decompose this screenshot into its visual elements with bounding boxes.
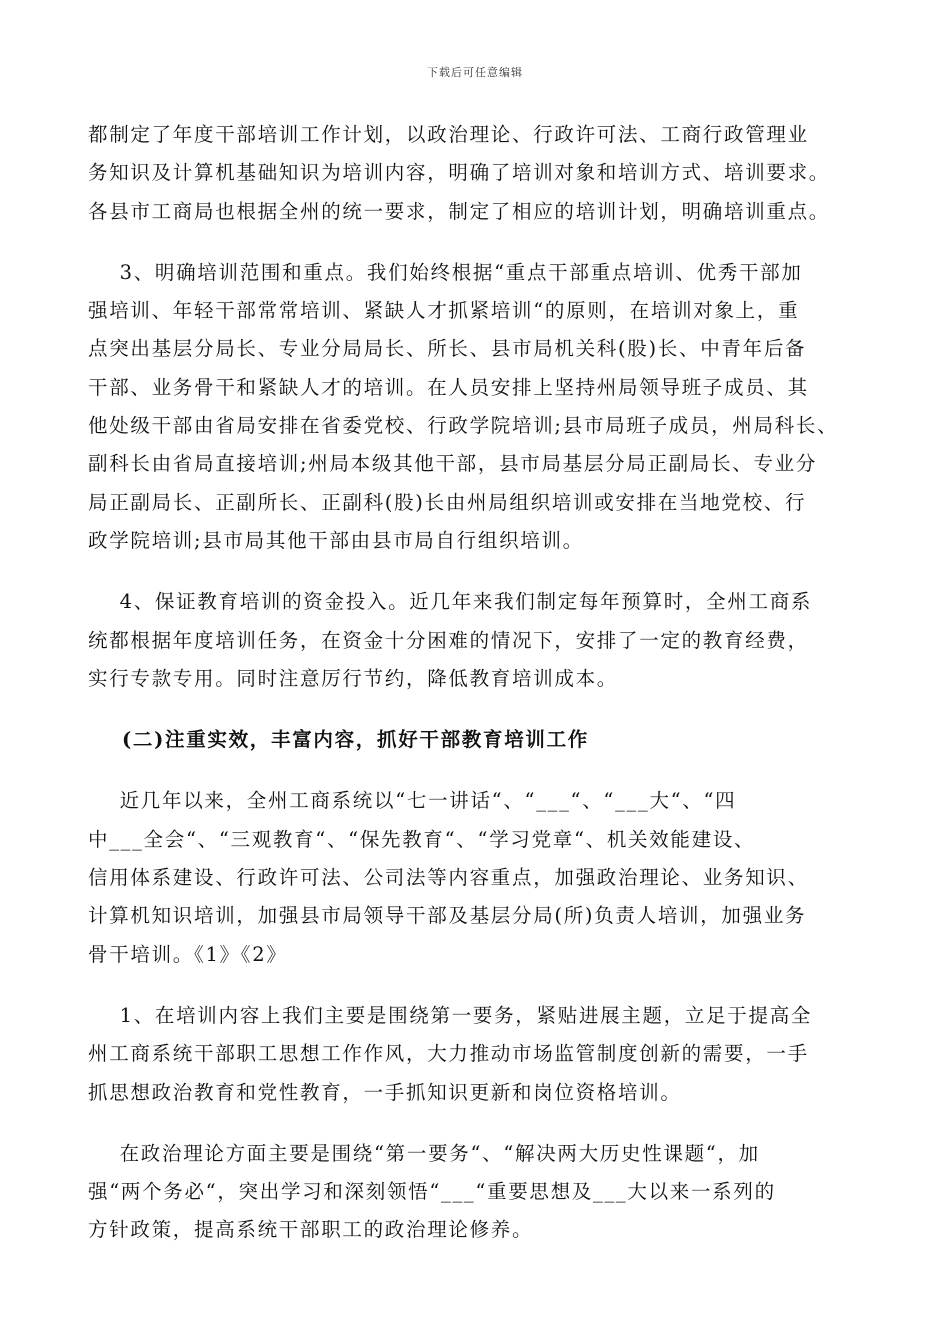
section-heading	[88, 721, 878, 759]
text-line: 干部、业务骨干和紧缺人才的培训。在人员安排上坚持州局领导班子成员、其	[88, 375, 809, 399]
text-line: 局正副局长、正副所长、正副科(股)长由州局组织培训或安排在当地党校、行	[88, 490, 807, 514]
text-line: 计算机知识培训，加强县市局领导干部及基层分局(所)负责人培训，加强业务	[88, 904, 807, 928]
text-line: 都制定了年度干部培训工作计划，以政治理论、行政许可法、工商行政管理业	[88, 123, 809, 146]
page-header: 下载后可任意编辑	[427, 66, 523, 79]
text-line: 点突出基层分局长、专业分局局长、所长、县市局机关科(股)长、中青年后备	[88, 337, 807, 361]
paragraph	[88, 254, 878, 560]
text-line: 1、在培训内容上我们主要是围绕第一要务，紧贴进展主题，立足于提高全	[88, 1003, 813, 1027]
paragraph	[88, 997, 878, 1112]
paragraph	[88, 583, 878, 698]
text-line: 他处级干部由省局安排在省委党校、行政学院培训;县市局班子成员，州局科长、	[88, 414, 839, 438]
text-line: 3、明确培训范围和重点。我们始终根据“重点干部重点培训、优秀干部加	[88, 260, 803, 284]
heading-line: (二)注重实效，丰富内容，抓好干部教育培训工作	[88, 728, 590, 752]
text-line: 各县市工商局也根据全州的统一要求，制定了相应的培训计划，明确培训重点。	[88, 199, 831, 223]
text-line: 方针政策，提高系统干部职工的政治理论修养。	[88, 1218, 534, 1242]
text-line: 副科长由省局直接培训;州局本级其他干部，县市局基层分局正副局长、专业分	[88, 452, 818, 476]
text-line: 州工商系统干部职工思想工作作风，大力推动市场监管制度创新的需要，一手	[88, 1042, 809, 1066]
text-line: 信用体系建设、行政许可法、公司法等内容重点，加强政治理论、业务知识、	[88, 866, 809, 890]
paragraph	[88, 1135, 878, 1250]
paragraph	[88, 782, 878, 973]
text-line: 4、保证教育培训的资金投入。近几年来我们制定每年预算时，全州工商系	[88, 590, 813, 614]
text-line: 在政治理论方面主要是围绕“第一要务“、“解决两大历史性课题“，加	[88, 1141, 760, 1165]
text-line: 近几年以来，全州工商系统以“七一讲话“、“___“、“___大“、“四	[88, 789, 737, 813]
document-body	[88, 116, 878, 1250]
text-line: 强“两个务必“，突出学习和深刻领悟“___“重要思想及___大以来一系列的	[88, 1180, 776, 1204]
text-line: 实行专款专用。同时注意厉行节约，降低教育培训成本。	[88, 666, 619, 690]
text-line: 政学院培训;县市局其他干部由县市局自行组织培训。	[88, 528, 584, 552]
text-line: 抓思想政治教育和党性教育，一手抓知识更新和岗位资格培训。	[88, 1080, 682, 1104]
paragraph	[88, 116, 878, 231]
text-line: 强培训、年轻干部常常培训、紧缺人才抓紧培训“的原则，在培训对象上，重	[88, 299, 800, 323]
text-line: 统都根据年度培训任务，在资金十分困难的情况下，安排了一定的教育经费，	[88, 628, 809, 652]
text-line: 务知识及计算机基础知识为培训内容，明确了培训对象和培训方式、培训要求。	[88, 161, 831, 185]
text-line: 中___全会“、“三观教育“、“保先教育“、“学习党章“、机关效能建设、	[88, 827, 756, 851]
text-line: 骨干培训。《1》《2》	[88, 942, 288, 966]
